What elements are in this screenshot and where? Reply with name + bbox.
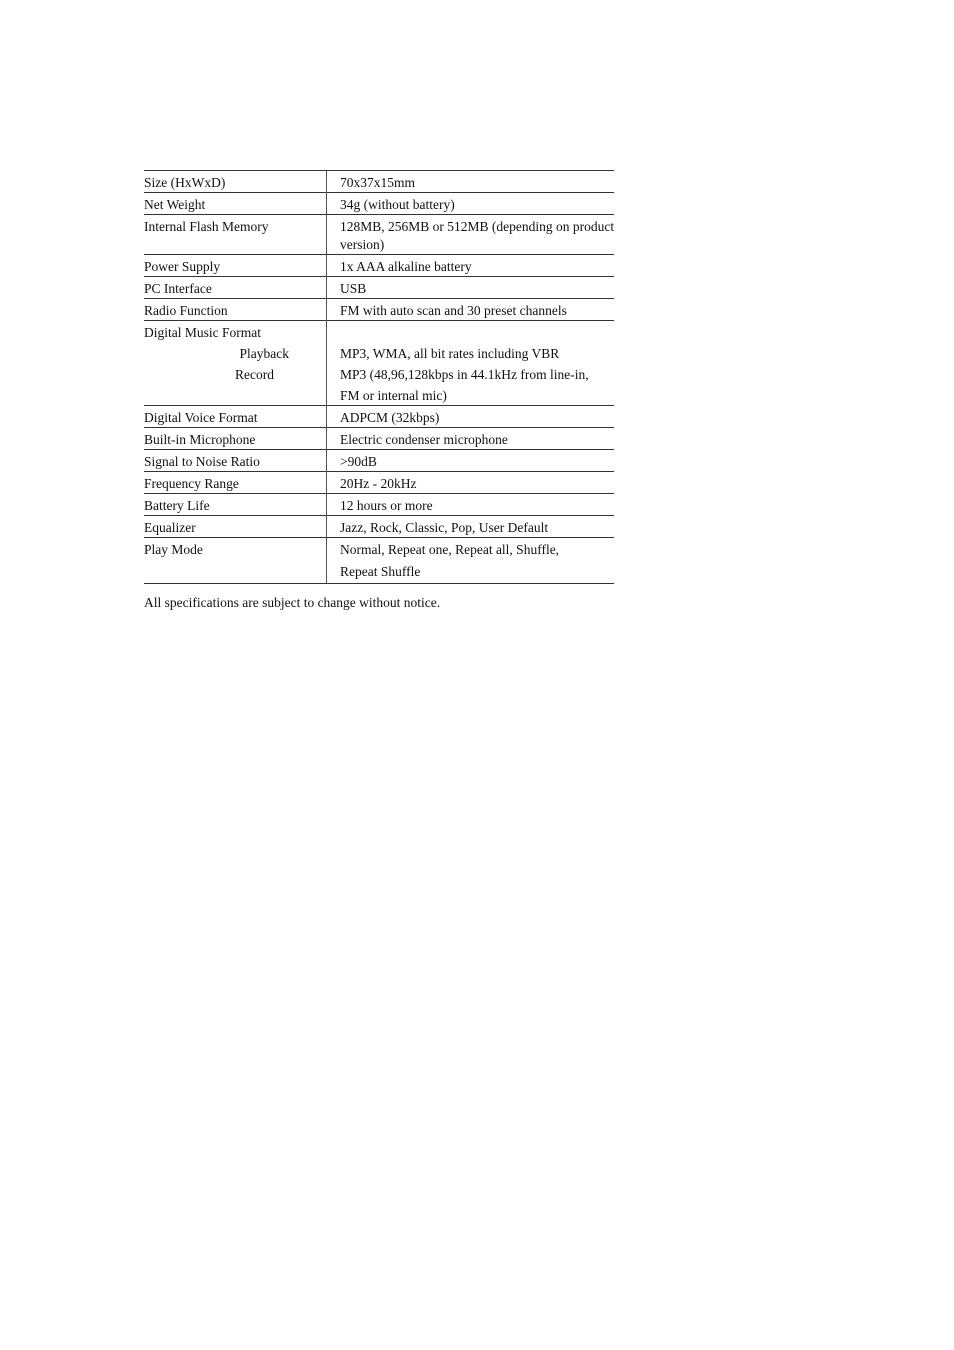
table-row xyxy=(144,406,614,428)
table-row xyxy=(144,193,614,215)
spec-label: Play Mode xyxy=(144,538,327,584)
spec-label: Built-in Microphone xyxy=(144,428,327,450)
spec-value xyxy=(327,321,615,343)
table-row xyxy=(144,472,614,494)
table-row xyxy=(144,255,614,277)
spec-label: Frequency Range xyxy=(144,472,327,494)
spec-value xyxy=(327,215,615,255)
specifications-table xyxy=(144,170,614,584)
spec-value-line: Normal, Repeat one, Repeat all, Shuffle, xyxy=(340,542,560,557)
spec-value: ADPCM (32kbps) xyxy=(327,406,615,428)
spec-label: Internal Flash Memory xyxy=(144,215,327,255)
table-row xyxy=(144,321,614,343)
spec-value-line: FM or internal mic) xyxy=(340,388,447,403)
table-row xyxy=(144,215,614,255)
spec-sub-label xyxy=(144,363,327,406)
spec-value: MP3, WMA, all bit rates including VBR xyxy=(327,342,615,363)
table-row xyxy=(144,494,614,516)
table-row xyxy=(144,171,614,193)
table-row xyxy=(144,363,614,406)
spec-value-line: 128MB, 256MB or 512MB (depending on product xyxy=(340,219,615,234)
spec-label: Signal to Noise Ratio xyxy=(144,450,327,472)
spec-value: USB xyxy=(327,277,615,299)
spec-label: Net Weight xyxy=(144,193,327,215)
spec-label: Equalizer xyxy=(144,516,327,538)
spec-value: >90dB xyxy=(327,450,615,472)
spec-sub-label-text: Playback xyxy=(239,346,289,361)
spec-label: Digital Music Format xyxy=(144,321,327,343)
table-row xyxy=(144,428,614,450)
spec-value: 20Hz - 20kHz xyxy=(327,472,615,494)
table-row xyxy=(144,342,614,363)
table-row xyxy=(144,450,614,472)
spec-sub-label-text: Record xyxy=(235,367,274,382)
spec-value xyxy=(327,538,615,584)
spec-value: Electric condenser microphone xyxy=(327,428,615,450)
spec-value: Jazz, Rock, Classic, Pop, User Default xyxy=(327,516,615,538)
table-row xyxy=(144,516,614,538)
spec-label: Radio Function xyxy=(144,299,327,321)
spec-label: Battery Life xyxy=(144,494,327,516)
table-row xyxy=(144,277,614,299)
table-row xyxy=(144,299,614,321)
spec-value: 70x37x15mm xyxy=(327,171,615,193)
spec-value: FM with auto scan and 30 preset channels xyxy=(327,299,615,321)
spec-value-line: Repeat Shuffle xyxy=(340,564,421,579)
spec-label: Power Supply xyxy=(144,255,327,277)
spec-sub-label xyxy=(144,342,327,363)
spec-label: PC Interface xyxy=(144,277,327,299)
spec-value: 34g (without battery) xyxy=(327,193,615,215)
table-row xyxy=(144,538,614,584)
spec-value: 12 hours or more xyxy=(327,494,615,516)
spec-value xyxy=(327,363,615,406)
spec-label: Digital Voice Format xyxy=(144,406,327,428)
spec-value-line: version) xyxy=(340,237,385,252)
footer-note: All specifications are subject to change without notice. xyxy=(144,595,441,610)
spec-label: Size (HxWxD) xyxy=(144,171,327,193)
spec-value: 1x AAA alkaline battery xyxy=(327,255,615,277)
spec-value-line: MP3 (48,96,128kbps in 44.1kHz from line-in, xyxy=(340,367,589,382)
